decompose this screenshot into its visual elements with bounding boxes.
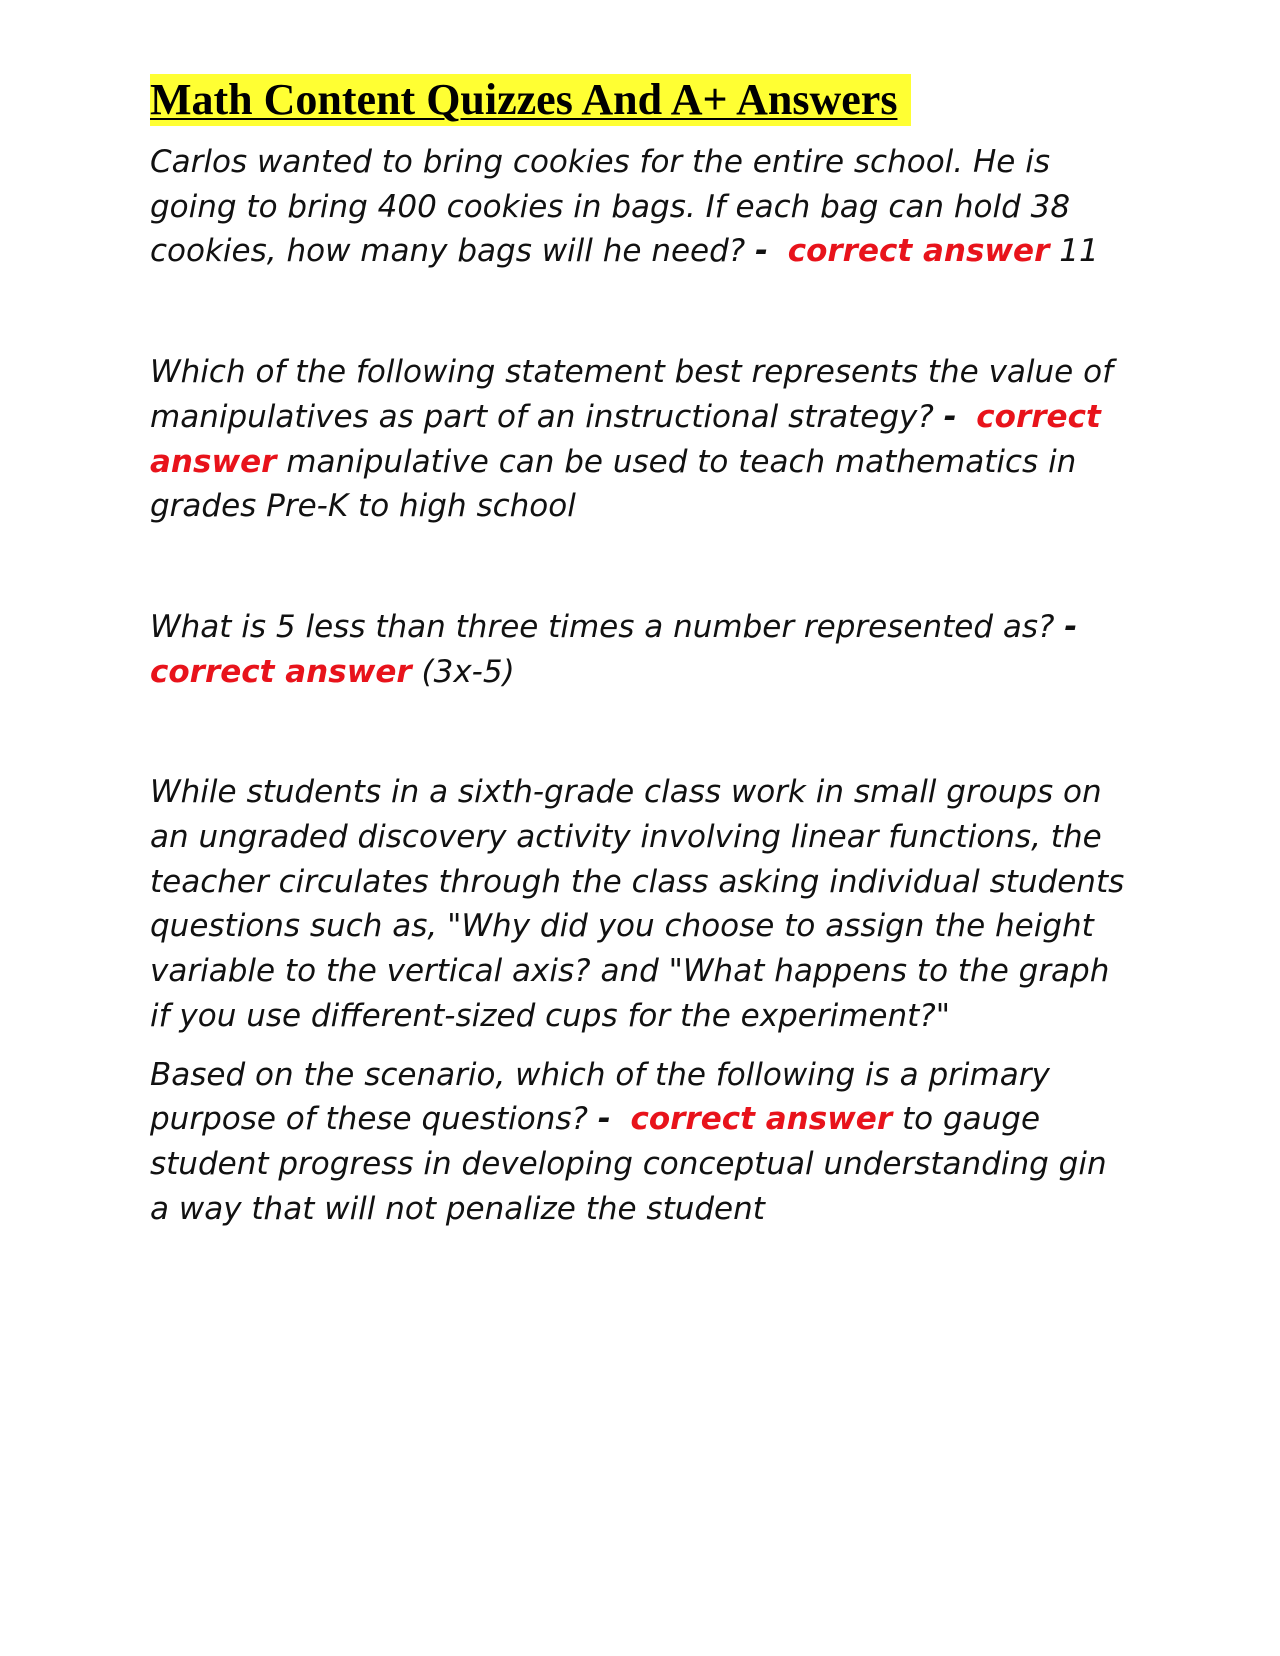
spacer [150, 274, 1135, 350]
separator: - [755, 233, 768, 270]
correct-answer-label: correct answer [150, 653, 412, 690]
question-text: Carlos wanted to bring cookies for the entire school. He is going to bring 400 cookies in bags. If each bag can hold 38 cookies, how many bags will he need? [150, 144, 1071, 270]
spacer [150, 1039, 1135, 1053]
document-title: Math Content Quizzes And A+ Answers [150, 74, 911, 126]
separator: - [943, 398, 957, 435]
answer-text: manipulative can be used to teach mathematics in grades Pre-K to high school [150, 443, 1077, 525]
spacer [150, 694, 1135, 770]
qa-item-3 [150, 605, 1135, 694]
correct-answer-label: correct answer [630, 1101, 893, 1138]
question-text: Which of the following statement best represents the value of manipulatives as part of an instructional strategy? [150, 354, 1113, 435]
document-page [150, 74, 1135, 1231]
answer-text: to gauge student progress in developing conceptual understanding gin a way that will not penalize the student [150, 1101, 1107, 1227]
correct-answer-label: correct answer [150, 398, 1101, 480]
qa-item-1 [150, 140, 1135, 274]
spacer [150, 529, 1135, 605]
qa-item-4 [150, 1053, 1135, 1232]
separator: - [1064, 608, 1078, 645]
question-text: Based on the scenario, which of the following is a primary purpose of these questions? [150, 1056, 1050, 1138]
qa-item-2 [150, 350, 1135, 529]
correct-answer-label: correct answer [787, 233, 1050, 270]
answer-text: 11 [1059, 233, 1099, 270]
scenario-text: While students in a sixth-grade class work in small groups on an ungraded discovery activity involving linear functions, the teacher circulates through the class asking individual students questions such as, "Why did you choose to assign the height variable to the vertical axis? and "What happens to the graph if you use different-sized cups for the experiment?" [150, 774, 1125, 1034]
question-text: What is 5 less than three times a number represented as? [150, 608, 1055, 645]
separator: - [597, 1101, 611, 1138]
answer-text: (3x-5) [421, 653, 515, 690]
